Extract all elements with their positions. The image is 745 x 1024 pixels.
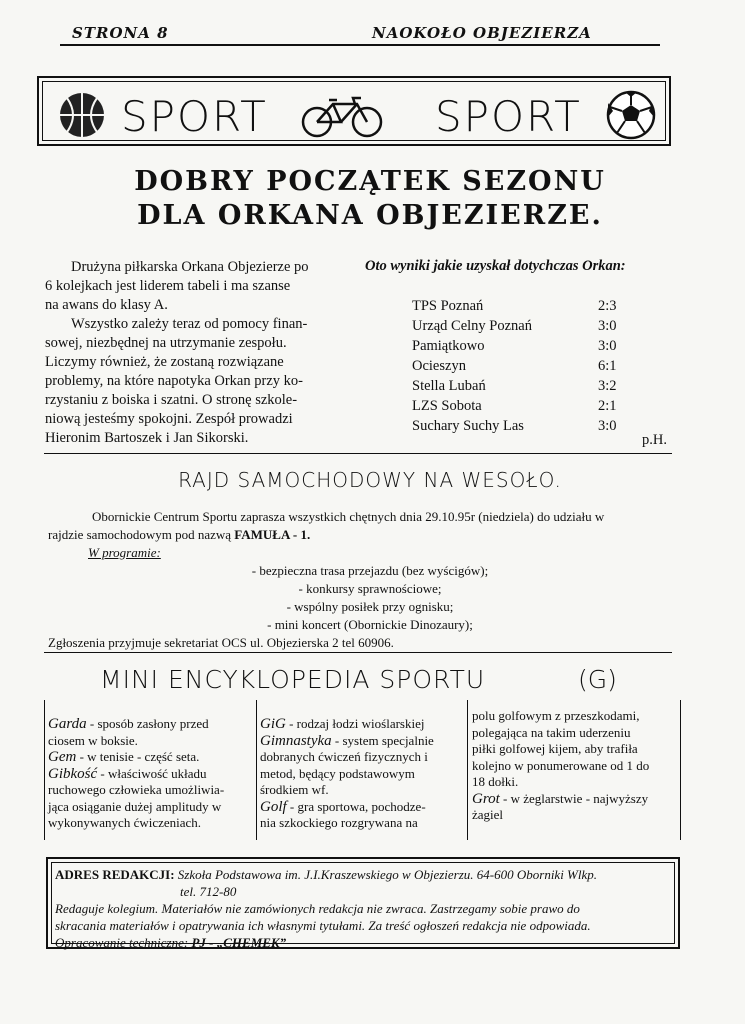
encyclopedia-definition: polu golfowym z przeszkodami, bbox=[472, 708, 640, 723]
encyclopedia-term: Grot bbox=[472, 790, 500, 807]
encyclopedia-definition: - sposób zasłony przed bbox=[86, 716, 209, 731]
encyclopedia-definition: jąca osiąganie dużej amplitudy w bbox=[48, 798, 222, 814]
paragraph-line: Wszystko zależy teraz od pomocy finan- bbox=[71, 316, 308, 332]
program-item: - konkursy sprawnościowe; bbox=[298, 581, 442, 596]
encyclopedia-term: Gimnastyka bbox=[260, 732, 332, 749]
result-team: Stella Lubań bbox=[412, 378, 486, 394]
paragraph-line: problemy, na które napotyka Orkan przy ko- bbox=[45, 373, 303, 389]
basketball-icon bbox=[57, 90, 107, 140]
column-line bbox=[680, 700, 681, 840]
address-text: Szkoła Podstawowa im. J.I.Kraszewskiego w Objezierzu. 64-600 Oborniki Wlkp. bbox=[174, 867, 598, 882]
result-row bbox=[412, 296, 622, 316]
rally-title: RAJD SAMOCHODOWY NA WESOŁO. bbox=[178, 468, 562, 492]
soccer-ball-icon bbox=[605, 89, 657, 141]
encyclopedia-definition: - system specjalnie bbox=[331, 732, 434, 748]
editorial-address-box bbox=[46, 857, 680, 949]
encyclopedia-definition: nia szkockiego rozgrywana na bbox=[260, 815, 418, 830]
encyclopedia-letter: (G) bbox=[578, 665, 617, 694]
paragraph-line: na awans do klasy A. bbox=[45, 297, 168, 313]
paragraph-line: sowej, niezbędnej na utrzymanie zespołu. bbox=[45, 335, 287, 351]
newspaper-title: NAOKOŁO OBJEZIERZA bbox=[372, 24, 592, 42]
encyclopedia-definition: - gra sportowa, pochodze- bbox=[286, 798, 426, 814]
section-divider bbox=[44, 652, 672, 653]
encyclopedia-term: Golf bbox=[260, 798, 287, 815]
result-score: 2:3 bbox=[598, 298, 617, 314]
editorial-note: skracania materiałów i opatrywania ich własnymi tytułami. Za treść ogłoszeń redakcja nie odpowiada. bbox=[55, 918, 591, 933]
result-team: Ocieszyn bbox=[412, 358, 466, 374]
rally-intro-text: rajdzie samochodowym pod nazwą bbox=[48, 527, 235, 542]
result-score: 3:0 bbox=[598, 418, 617, 434]
banner-word-right: SPORT bbox=[435, 92, 582, 141]
encyclopedia-definition: środkiem wf. bbox=[260, 782, 329, 797]
result-row bbox=[412, 356, 622, 376]
section-divider bbox=[44, 453, 672, 454]
result-score: 3:0 bbox=[598, 318, 617, 334]
encyclopedia-term: Gem bbox=[48, 749, 77, 765]
result-row bbox=[412, 316, 622, 336]
result-row bbox=[412, 336, 622, 356]
column-line bbox=[256, 700, 257, 840]
author-signature: p.H. bbox=[642, 432, 667, 448]
encyclopedia-definition: kolejno w ponumerowane od 1 do bbox=[472, 757, 650, 773]
paragraph-line: niową jesteśmy spokojni. Zespół prowadzi bbox=[45, 411, 293, 427]
paragraph-line: Liczymy również, że zostaną rozwiązane bbox=[45, 354, 284, 370]
encyclopedia-definition: ciosem w boksie. bbox=[48, 732, 138, 748]
encyclopedia-definition: - właściwość układu bbox=[97, 765, 207, 781]
encyclopedia-term: Garda bbox=[48, 716, 87, 732]
banner-word-left: SPORT bbox=[121, 92, 268, 141]
result-score: 6:1 bbox=[598, 358, 617, 374]
bicycle-icon bbox=[301, 94, 383, 138]
editorial-note: Redaguje kolegium. Materiałów nie zamówionych redakcja nie zwraca. Zastrzegamy sobie prawo do bbox=[55, 901, 580, 916]
paragraph-line: 6 kolejkach jest liderem tabeli i ma szanse bbox=[45, 278, 291, 294]
result-score: 3:2 bbox=[598, 378, 617, 394]
encyclopedia-column-2 bbox=[260, 716, 463, 832]
encyclopedia-definition: metod, będący podstawowym bbox=[260, 765, 415, 781]
column-line bbox=[44, 700, 45, 840]
technical-label: Opracowanie techniczne: bbox=[55, 935, 189, 950]
encyclopedia-column-1 bbox=[48, 716, 252, 832]
encyclopedia-definition: - w tenisie - część seta. bbox=[76, 749, 200, 764]
encyclopedia-definition: - rodzaj łodzi wioślarskiej bbox=[285, 716, 425, 731]
headline-line-1: DOBRY POCZĄTEK SEZONU bbox=[134, 166, 606, 197]
encyclopedia-definition: 18 dołki. bbox=[472, 774, 519, 789]
encyclopedia-term: Gibkość bbox=[48, 765, 98, 782]
rally-intro-line bbox=[48, 526, 310, 543]
program-item: - bezpieczna trasa przejazdu (bez wyścigów); bbox=[251, 563, 489, 578]
encyclopedia-title: MINI ENCYKLOPEDIA SPORTU bbox=[100, 665, 486, 694]
address-label: ADRES REDAKCJI: bbox=[55, 867, 175, 882]
column-line bbox=[467, 700, 468, 840]
result-team: TPS Poznań bbox=[412, 298, 484, 314]
encyclopedia-definition: wykonywanych ćwiczeniach. bbox=[48, 815, 202, 830]
results-title: Oto wyniki jakie uzyskał dotychczas Orkan: bbox=[365, 258, 626, 274]
result-score: 3:0 bbox=[598, 338, 617, 354]
page-number: STRONA 8 bbox=[72, 24, 169, 42]
headline-line-2: DLA ORKANA OBJEZIERZE. bbox=[137, 200, 603, 231]
result-row bbox=[412, 396, 622, 416]
sport-banner bbox=[37, 76, 671, 146]
encyclopedia-column-3 bbox=[472, 708, 676, 824]
article-body bbox=[45, 258, 355, 448]
result-team: Urząd Celny Poznań bbox=[412, 318, 532, 334]
technical-credit: PJ - „CHEMEK” bbox=[188, 935, 287, 950]
rally-registration: Zgłoszenia przyjmuje sekretariat OCS ul. Objezierska 2 tel 60906. bbox=[48, 635, 394, 650]
rally-name: FAMUŁA - 1. bbox=[234, 527, 311, 542]
encyclopedia-definition: ruchowego człowieka umożliwia- bbox=[48, 782, 225, 797]
result-row bbox=[412, 416, 622, 436]
encyclopedia-definition: - w żeglarstwie - najwyższy bbox=[499, 790, 649, 806]
address-phone: tel. 712-80 bbox=[180, 884, 237, 899]
address-block bbox=[55, 866, 677, 951]
result-team: LZS Sobota bbox=[412, 398, 482, 414]
program-item: - wspólny posiłek przy ognisku; bbox=[286, 599, 454, 614]
rally-intro-line: Obornickie Centrum Sportu zaprasza wszystkich chętnych dnia 29.10.95r (niedziela) do udziału w bbox=[92, 509, 605, 524]
program-label: W programie: bbox=[88, 545, 161, 560]
paragraph-line: Drużyna piłkarska Orkana Objezierze po bbox=[71, 259, 309, 275]
result-team: Pamiątkowo bbox=[412, 338, 485, 354]
program-item: - mini koncert (Obornickie Dinozaury); bbox=[267, 617, 473, 632]
paragraph-line: Hieronim Bartoszek i Jan Sikorski. bbox=[45, 430, 249, 446]
encyclopedia-term: GiG bbox=[260, 716, 286, 732]
paragraph-line: rzystaniu z boiska i szatni. O stronę szkole- bbox=[45, 392, 298, 408]
header-rule bbox=[60, 44, 660, 46]
encyclopedia-definition: żagiel bbox=[472, 807, 504, 822]
result-row bbox=[412, 376, 622, 396]
result-team: Suchary Suchy Las bbox=[412, 418, 524, 434]
encyclopedia-definition: piłki golfowej kijem, aby trafiła bbox=[472, 741, 638, 756]
encyclopedia-definition: polegająca na takim uderzeniu bbox=[472, 724, 631, 740]
result-score: 2:1 bbox=[598, 398, 617, 414]
encyclopedia-definition: dobranych ćwiczeń fizycznych i bbox=[260, 749, 428, 764]
